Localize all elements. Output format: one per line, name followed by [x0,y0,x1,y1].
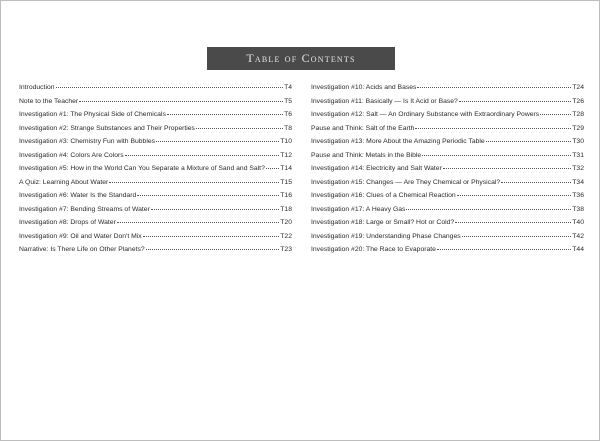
toc-entry-page: T36 [572,192,584,199]
toc-entry-title: A Quiz: Learning About Water [19,178,109,186]
dot-leader [56,87,284,88]
toc-entry-page: T14 [280,165,292,172]
toc-entry-title: Investigation #7: Bending Streams of Water [19,205,150,213]
toc-entry-title: Investigation #16: Clues of a Chemical Reaction [311,192,456,199]
toc-entry[interactable] [19,192,292,206]
toc-entry[interactable] [311,192,584,206]
dot-leader [540,114,571,115]
toc-title-banner [207,47,395,70]
toc-entry[interactable] [19,246,292,260]
toc-title: Table of Contents [246,51,356,65]
toc-entry-title: Investigation #13: More About the Amazing Periodic Table [311,138,485,145]
dot-leader [167,114,283,115]
toc-entry-title: Investigation #6: Water Is the Standard [19,192,137,199]
toc-entry-page: T12 [280,151,292,159]
toc-entry-page: T29 [572,124,584,132]
toc-entry-page: T15 [280,178,292,186]
toc-entry-title: Pause and Think: Metals in the Bible [311,151,422,159]
dot-leader [146,249,280,250]
toc-entry-page: T18 [280,205,292,213]
dot-leader [406,209,571,210]
toc-entry-title: Investigation #12: Salt — An Ordinary Substance with Extraordinary Powers [311,111,540,118]
toc-entry-page: T44 [572,246,584,253]
toc-entry-page: T24 [572,84,584,91]
toc-entry-title: Investigation #14: Electricity and Salt Water [311,165,442,172]
toc-entry-page: T40 [572,219,584,226]
toc-entry-page: T6 [284,111,292,118]
dot-leader [266,168,279,169]
toc-entry-title: Investigation #9: Oil and Water Don't Mix [19,232,142,240]
toc-entry-title: Investigation #10: Acids and Bases [311,84,417,91]
toc-entry-title: Investigation #20: The Race to Evaporate [311,246,436,253]
toc-entry-title: Investigation #19: Understanding Phase Changes [311,232,461,240]
toc-entry[interactable] [311,98,584,112]
toc-entry[interactable] [19,111,292,125]
toc-entry[interactable] [311,246,584,260]
dot-leader [151,209,279,210]
toc-entry[interactable] [19,84,292,98]
toc-entry[interactable] [19,98,292,112]
toc-entry[interactable] [311,152,584,166]
toc-entry[interactable] [311,219,584,233]
toc-entry-title: Investigation #3: Chemistry Fun with Bubbles [19,138,156,145]
toc-entry[interactable] [311,233,584,247]
toc-entry-title: Investigation #15: Changes — Are They Chemical or Physical? [311,178,501,186]
toc-entry-title: Investigation #18: Large or Small? Hot or Cold? [311,219,455,226]
toc-entry-title: Investigation #2: Strange Substances and Their Properties [19,124,195,132]
toc-entry-title: Investigation #17: A Heavy Gas [311,205,406,213]
dot-leader [79,101,283,102]
toc-entry-page: T38 [572,205,584,213]
dot-leader [415,128,571,129]
toc-entry-page: T30 [572,138,584,145]
dot-leader [501,182,571,183]
toc-entry-page: T22 [280,232,292,240]
toc-entry[interactable] [311,138,584,152]
toc-entry-page: T23 [280,246,292,253]
toc-entry-page: T10 [280,138,292,145]
toc-entry-page: T16 [280,192,292,199]
dot-leader [156,141,279,142]
toc-entry[interactable] [19,165,292,179]
toc-entry-page: T26 [572,97,584,105]
dot-leader [125,155,280,156]
toc-entry[interactable] [19,138,292,152]
dot-leader [457,195,572,196]
toc-entry[interactable] [311,206,584,220]
dot-leader [109,182,279,183]
toc-entry-title: Narrative: Is There Life on Other Planets? [19,246,145,253]
toc-entry-page: T5 [284,97,292,105]
toc-entry-page: T28 [572,111,584,118]
dot-leader [117,222,279,223]
toc-entry[interactable] [19,179,292,193]
toc-entry[interactable] [19,206,292,220]
toc-entry-title: Investigation #11: Basically — Is It Acid or Base? [311,97,458,105]
toc-entry-page: T42 [572,232,584,240]
toc-entry-title: Introduction [19,84,55,91]
toc-entry[interactable] [311,84,584,98]
toc-entry-title: Pause and Think: Salt of the Earth [311,124,415,132]
dot-leader [196,128,283,129]
toc-entry-title: Investigation #4: Colors Are Colors [19,151,124,159]
toc-entry-page: T34 [572,178,584,186]
toc-entry-page: T32 [572,165,584,172]
toc-entry-title: Investigation #8: Drops of Water [19,219,116,226]
toc-entry[interactable] [311,111,584,125]
toc-entry-page: T4 [284,84,292,91]
toc-entry[interactable] [311,125,584,139]
dot-leader [437,249,571,250]
toc-entry-title: Note to the Teacher [19,97,79,105]
dot-leader [417,87,571,88]
toc-entry[interactable] [19,219,292,233]
dot-leader [143,236,280,237]
dot-leader [462,236,572,237]
toc-left-column [19,84,292,260]
toc-entry-page: T8 [284,124,292,132]
dot-leader [443,168,571,169]
toc-entry-title: Investigation #1: The Physical Side of Chemicals [19,111,166,118]
dot-leader [455,222,571,223]
toc-entry[interactable] [311,179,584,193]
dot-leader [137,195,279,196]
dot-leader [422,155,571,156]
dot-leader [459,101,571,102]
toc-entry-title: Investigation #5: How in the World Can You Separate a Mixture of Sand and Salt? [19,165,265,172]
toc-entry-page: T31 [572,151,584,159]
toc-entry[interactable] [311,165,584,179]
toc-right-column [311,84,584,260]
toc-entry-page: T20 [280,219,292,226]
toc-entry[interactable] [19,152,292,166]
dot-leader [486,141,572,142]
toc-entry[interactable] [19,125,292,139]
toc-entry[interactable] [19,233,292,247]
